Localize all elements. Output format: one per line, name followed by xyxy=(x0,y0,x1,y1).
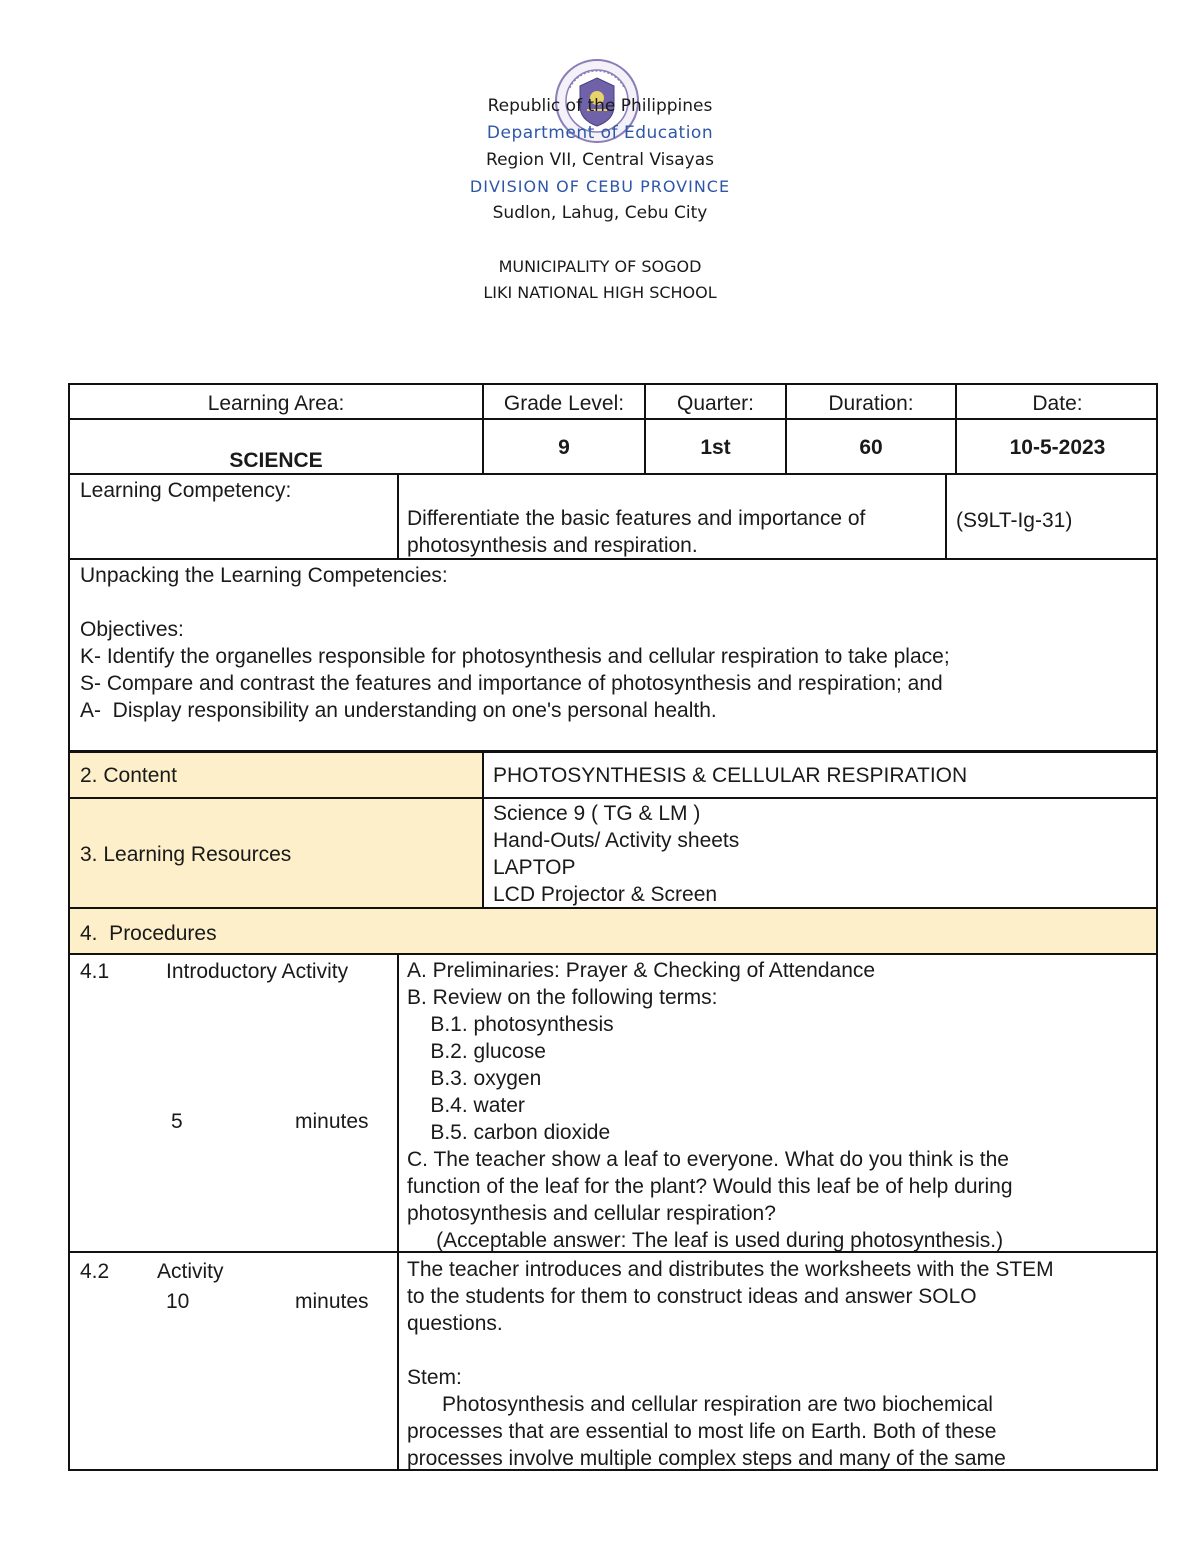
competency-text-line-1: Differentiate the basic features and importance of xyxy=(407,507,866,530)
intro-line: B.4. water xyxy=(407,1094,525,1117)
activity-number: 4.2 xyxy=(80,1260,110,1283)
intro-unit: minutes xyxy=(295,1110,369,1133)
header-address: Sudlon, Lahug, Cebu City xyxy=(492,203,708,223)
objective-attitude: A- Display responsibility an understanding on one's personal health. xyxy=(80,699,717,722)
intro-line: B.2. glucose xyxy=(407,1040,546,1063)
intro-number: 4.1 xyxy=(80,960,110,983)
intro-line: A. Preliminaries: Prayer & Checking of Attendance xyxy=(407,959,876,982)
objective-knowledge: K- Identify the organelles responsible for photosynthesis and cellular respiration to take place; xyxy=(80,645,950,668)
header-division: DIVISION OF CEBU PROVINCE xyxy=(469,177,731,196)
activity-line: processes that are essential to most life on Earth. Both of these xyxy=(407,1420,997,1443)
header-region: Region VII, Central Visayas xyxy=(486,150,714,170)
procedures-label: 4. Procedures xyxy=(80,922,217,945)
content-value: PHOTOSYNTHESIS & CELLULAR RESPIRATION xyxy=(493,764,968,787)
intro-line: B.3. oxygen xyxy=(407,1067,542,1090)
header-republic: Republic of the Philippines xyxy=(487,96,713,116)
intro-line: (Acceptable answer: The leaf is used during photosynthesis.) xyxy=(407,1229,1004,1252)
activity-line: Stem: xyxy=(407,1366,462,1389)
objective-skill: S- Compare and contrast the features and importance of photosynthesis and respiration; and xyxy=(80,672,943,695)
activity-line: processes involve multiple complex steps and many of the same xyxy=(407,1447,1006,1470)
value-learning-area: SCIENCE xyxy=(229,449,323,472)
activity-name: Activity xyxy=(157,1260,224,1283)
intro-line: photosynthesis and cellular respiration? xyxy=(407,1202,776,1225)
value-duration: 60 xyxy=(859,436,883,459)
competency-text-line-2: photosynthesis and respiration. xyxy=(407,534,698,557)
resource-item: Hand-Outs/ Activity sheets xyxy=(493,829,740,852)
header-municipality: MUNICIPALITY OF SOGOD xyxy=(498,257,702,276)
header-quarter: Quarter: xyxy=(676,392,755,415)
unpacking-label: Unpacking the Learning Competencies: xyxy=(80,564,448,587)
activity-unit: minutes xyxy=(295,1290,369,1313)
content-label: 2. Content xyxy=(80,764,177,787)
resource-item: LCD Projector & Screen xyxy=(493,883,718,906)
activity-time: 10 xyxy=(166,1290,190,1313)
intro-line: function of the leaf for the plant? Would this leaf be of help during xyxy=(407,1175,1013,1198)
resources-label: 3. Learning Resources xyxy=(80,843,292,866)
intro-line: B. Review on the following terms: xyxy=(407,986,718,1009)
competency-code: (S9LT-Ig-31) xyxy=(956,509,1073,532)
header-school: LIKI NATIONAL HIGH SCHOOL xyxy=(483,283,717,302)
activity-line: questions. xyxy=(407,1312,503,1335)
activity-line: to the students for them to construct ideas and answer SOLO xyxy=(407,1285,977,1308)
procedures-row-bg xyxy=(70,909,1158,953)
header-duration: Duration: xyxy=(828,392,914,415)
resource-item: Science 9 ( TG & LM ) xyxy=(493,802,701,825)
value-date: 10-5-2023 xyxy=(1009,436,1106,459)
intro-name: Introductory Activity xyxy=(166,960,349,983)
intro-time: 5 xyxy=(171,1110,183,1133)
header-department: Department of Education xyxy=(486,123,714,143)
value-grade-level: 9 xyxy=(558,436,570,459)
intro-line: B.1. photosynthesis xyxy=(407,1013,614,1036)
header-learning-area: Learning Area: xyxy=(207,392,345,415)
resource-item: LAPTOP xyxy=(493,856,576,879)
competency-label: Learning Competency: xyxy=(80,479,292,502)
lesson-plan-table xyxy=(68,383,1158,1471)
objectives-label: Objectives: xyxy=(80,618,184,641)
activity-line: The teacher introduces and distributes the worksheets with the STEM xyxy=(407,1258,1054,1281)
activity-line: Photosynthesis and cellular respiration are two biochemical xyxy=(407,1393,993,1416)
value-quarter: 1st xyxy=(700,436,731,459)
intro-line: C. The teacher show a leaf to everyone. What do you think is the xyxy=(407,1148,1009,1171)
intro-line: B.5. carbon dioxide xyxy=(407,1121,611,1144)
header-grade-level: Grade Level: xyxy=(503,392,625,415)
header-date: Date: xyxy=(1032,392,1083,415)
